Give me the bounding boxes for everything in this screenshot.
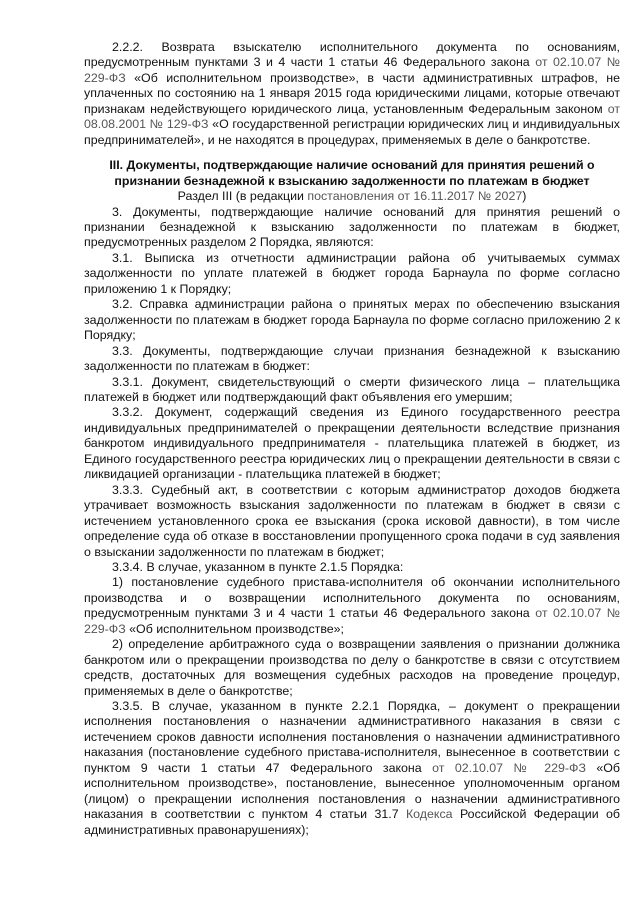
law-reference-link[interactable]: от 02.10.07 № 229-ФЗ [432,760,586,775]
paragraph-text: Российской Федерации об административных правонарушениях); [84,807,620,837]
paragraph-3-3-2: 3.3.2. Документ, содержащий сведения из Единого государственного реестра индивидуальных предпринимателей о прекращении деятельности вследствие признания банкротом индивидуального предпринимателя - плательщика платежей в бюджет, из Единого государственного реестра юридических лиц о прекращении деятельности в связи с ликвидацией организации - плательщика платежей в бюджет; [84,405,620,482]
note-text: ) [522,189,527,204]
paragraph-text: 1) постановление судебного пристава-исполнителя об окончании исполнительного производства и о возвращении исполнительного документа по основаниям, предусмотренным пунктами 3 и 4 части 1 статьи 46 Федерального закона [84,575,620,621]
paragraph-text: 2.2.2. Возврата взыскателю исполнительного документа по основаниям, предусмотренным пунктами 3 и 4 части 1 статьи 46 Федерального закона [84,40,620,70]
law-reference-link[interactable]: от 02.10.07 № 229-ФЗ [84,55,621,85]
note-text: Раздел III (в редакции [177,189,308,204]
paragraph-text: «Об исполнительном производстве»; [125,621,344,636]
paragraph-text: 3.3.5. В случае, указанном в пункте 2.2.1 Порядка, – документ о прекращении исполнения постановления о назначении административного наказания в связи с истечением сроков давности исполнения постановления о назначении административного наказания (постановление судебного пристава-исполнителя, вынесенное в соответствии с пунктом 9 части 1 статьи 47 Федерального закона [84,699,620,775]
paragraph-2-2-2 [84,40,620,148]
section-heading: III. Документы, подтверждающие наличие оснований для принятия решений о признании безнадежной к взысканию задолженности по платежам в бюджет [109,158,595,188]
paragraph-3-3-3: 3.3.3. Судебный акт, в соответствии с которым администратор доходов бюджета утрачивает возможность взыскания задолженности по платежам в бюджет в связи с истечением установленного срока ее взыскания (срока исковой давности), в том числе определение суда об отказе в восстановлении пропущенного срока подачи в суд заявления о взыскании задолженности по платежам в бюджет; [84,482,620,559]
paragraph-text: «О государственной регистрации юридических лиц и индивидуальных предпринимателей», и не находятся в процедурах, применяемых в деле о банкротстве. [84,117,620,147]
paragraph-3-3-1: 3.3.1. Документ, свидетельствующий о смерти физического лица – плательщика платежей в бюджет или подтверждающий факт объявления его умершим; [84,374,620,404]
paragraph-3-3-4-item-1 [84,575,620,637]
paragraph-3-1: 3.1. Выписка из отчетности администрации района об учитываемых суммах задолженности по уплате платежей в бюджет города Барнаула по форме согласно приложению 1 к Порядку; [84,250,620,296]
paragraph-text: «Об исполнительном производстве», в части административных штрафов, не уплаченных по состоянию на 1 января 2015 года юридическими лицами, которые отвечают признакам недействующего юридического лица, установленным Федеральным законом [84,70,620,116]
paragraph-3: 3. Документы, подтверждающие наличие оснований для принятия решений о признании безнадежной к взысканию задолженности по платежам в бюджет, предусмотренных разделом 2 Порядка, являются: [84,204,620,250]
code-reference-link[interactable]: Кодекса [405,807,453,822]
resolution-reference-link[interactable]: постановления от 16.11.2017 № 2027 [307,189,523,204]
paragraph-3-3: 3.3. Документы, подтверждающие случаи признания безнадежной к взысканию задолженности по платежам в бюджет: [84,343,620,374]
paragraph-3-3-4: 3.3.4. В случае, указанном в пункте 2.1.5 Порядка: [112,559,404,574]
paragraph-3-3-5 [84,699,620,838]
law-reference-link[interactable]: от 02.10.07 № 229-ФЗ [84,606,621,636]
paragraph-3-3-4-item-2: 2) определение арбитражного суда о возвращении заявления о признании должника банкротом или о прекращении производства по делу о банкротстве в связи с отсутствием средств, достаточных для возмещения судебных расходов на проведение процедур, применяемых в деле о банкротстве; [84,637,620,698]
law-reference-link[interactable]: от 08.08.2001 № 129-ФЗ [84,101,620,132]
paragraph-text: «Об исполнительном производстве», постановление, вынесенное уполномоченным органом (лицом) о прекращении исполнения постановления о назначении административного наказания в соответствии с пунктом 4 статьи 31.7 [84,760,620,822]
section-note [84,189,620,204]
paragraph-3-2: 3.2. Справка администрации района о принятых мерах по обеспечению взыскания задолженности по платежам в бюджет города Барнаула по форме согласно приложению 2 к Порядку; [84,297,620,343]
